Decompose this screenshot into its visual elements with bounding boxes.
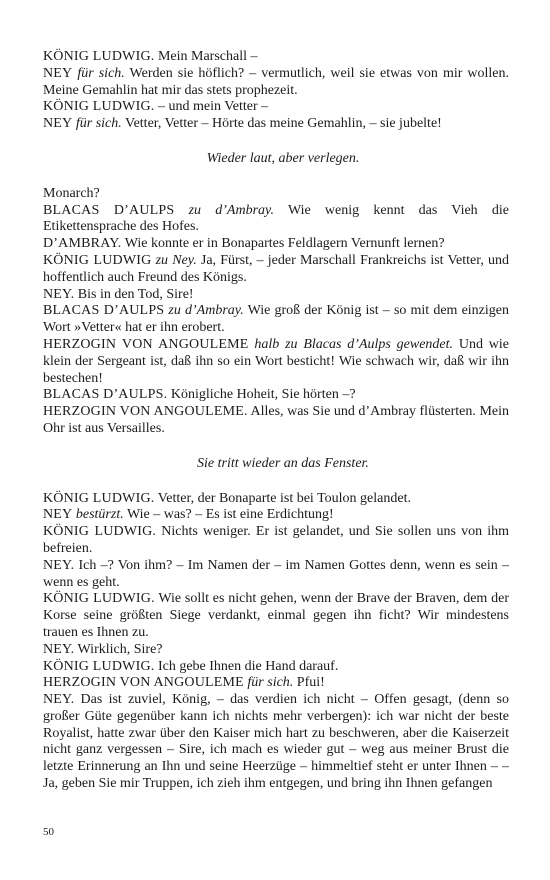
speaker-name: BLACAS D’AULPS bbox=[43, 303, 165, 319]
speaker-name: HERZOGIN VON ANGOULEME bbox=[43, 336, 249, 352]
speaker-name: NEY. bbox=[43, 286, 75, 302]
dialogue-text: Ich gebe Ihnen die Hand darauf. bbox=[154, 658, 339, 674]
dialogue-line bbox=[43, 203, 509, 237]
dialogue-text: Wie sollt es nicht gehen, wenn der Brave der Braven, dem der Korse seine größten Siege verdankt, einmal gegen ihn ficht? Wir mindestens trauen es Ihnen zu. bbox=[43, 591, 509, 640]
dialogue-text: Königliche Hoheit, Sie hörten –? bbox=[167, 387, 356, 403]
speaker-name: KÖNIG LUDWIG. bbox=[43, 591, 155, 607]
dialogue-line bbox=[43, 387, 509, 404]
stage-note: zu d’Ambray. bbox=[174, 202, 274, 218]
dialogue-text: Ja, Fürst, – jeder Marschall Frankreichs ist Vetter, und hoffentlich auch Freund des Königs. bbox=[43, 252, 509, 285]
dialogue-line bbox=[43, 337, 509, 387]
stage-note: für sich. bbox=[243, 675, 294, 691]
speaker-name: HERZOGIN VON ANGOULEME. bbox=[43, 404, 248, 420]
dialogue-line bbox=[43, 659, 509, 676]
speaker-name: NEY bbox=[43, 116, 73, 132]
dialogue-text: Vetter, Vetter – Hörte das meine Gemahlin, – sie jubelte! bbox=[121, 116, 442, 132]
dialogue-text: Wie groß der König ist – so mit dem einzigen Wort »Vetter« hat er ihn erobert. bbox=[43, 303, 509, 336]
dialogue-line bbox=[43, 186, 509, 203]
speaker-name: KÖNIG LUDWIG bbox=[43, 252, 152, 268]
dialogue-text: Mein Marschall – bbox=[154, 49, 258, 64]
dialogue-text: Bis in den Tod, Sire! bbox=[74, 286, 194, 302]
speaker-name: NEY. bbox=[43, 557, 75, 573]
page-body bbox=[43, 49, 509, 793]
page-number: 50 bbox=[43, 826, 54, 838]
speaker-name: BLACAS D’AULPS. bbox=[43, 387, 168, 403]
dialogue-line bbox=[43, 236, 509, 253]
speaker-name: HERZOGIN VON ANGOULEME bbox=[43, 675, 244, 691]
speaker-name: NEY bbox=[43, 507, 73, 523]
dialogue-text: Werden sie höflich? – vermutlich, weil sie etwas von mir wollen. Meine Gemahlin hat mir das stets prophezeit. bbox=[43, 65, 510, 98]
speaker-name: KÖNIG LUDWIG. bbox=[43, 524, 157, 540]
stage-note: zu Ney. bbox=[151, 252, 197, 268]
dialogue-line bbox=[43, 253, 509, 287]
dialogue-line bbox=[43, 558, 509, 592]
speaker-name: BLACAS D’AULPS bbox=[43, 202, 175, 218]
dialogue-text: – und mein Vetter – bbox=[154, 99, 269, 115]
speaker-name: KÖNIG LUDWIG. bbox=[43, 99, 155, 115]
speaker-name: NEY. bbox=[43, 641, 75, 657]
stage-note: für sich. bbox=[72, 116, 122, 132]
dialogue-text: Vetter, der Bonaparte ist bei Toulon gelandet. bbox=[154, 490, 411, 506]
dialogue-line bbox=[43, 507, 509, 524]
dialogue-text: Alles, was Sie und d’Ambray flüsterten. Mein Ohr ist aus Versailles. bbox=[43, 404, 509, 436]
dialogue-text: Wirklich, Sire? bbox=[74, 641, 163, 657]
dialogue-line bbox=[43, 99, 509, 116]
dialogue-text: Monarch? bbox=[43, 185, 100, 201]
dialogue-text: Wie – was? – Es ist eine Erdichtung! bbox=[123, 507, 334, 523]
dialogue-text: Und wie klein der Sergeant ist, daß ihn so ein Wort besticht! Wie schwach wir, daß wir ihn bestechen! bbox=[43, 336, 509, 386]
dialogue-line bbox=[43, 591, 509, 641]
stage-direction: Sie tritt wieder an das Fenster. bbox=[197, 455, 369, 471]
speaker-name: NEY. bbox=[43, 692, 75, 708]
dialogue-text: Ich –? Von ihm? – Im Namen der – im Namen Gottes denn, wenn es sein – wenn es geht. bbox=[43, 557, 509, 590]
stage-note: zu d’Ambray. bbox=[164, 303, 244, 319]
dialogue-line bbox=[43, 642, 509, 659]
dialogue-line bbox=[43, 49, 509, 66]
stage-note: halb zu Blacas d’Aulps gewendet. bbox=[248, 336, 454, 352]
dialogue-text: Nichts weniger. Er ist gelandet, und Sie sollen uns von ihm befreien. bbox=[43, 524, 509, 556]
speaker-name: KÖNIG LUDWIG. bbox=[43, 658, 155, 674]
speaker-name: KÖNIG LUDWIG. bbox=[43, 49, 155, 64]
speaker-name: D’AMBRAY. bbox=[43, 236, 122, 252]
dialogue-line bbox=[43, 524, 509, 558]
dialogue-line bbox=[43, 66, 509, 100]
dialogue-line bbox=[43, 404, 509, 438]
speaker-name: NEY bbox=[43, 65, 73, 81]
dialogue-line bbox=[43, 692, 509, 793]
dialogue-text: Pfui! bbox=[293, 675, 325, 691]
dialogue-line bbox=[43, 287, 509, 304]
stage-note: für sich. bbox=[72, 65, 125, 81]
dialogue-text: Wie konnte er in Bonapartes Feldlagern Vernunft lernen? bbox=[121, 236, 445, 252]
dialogue-text: Das ist zuviel, König, – das verdien ich nicht – Offen gesagt, (denn so großer Güte gegenüber kann ich nichts mehr verbergen): ich war nicht der beste Royalist, hatte zwar über den Kaiser mich hart zu beschweren, aber die Kaiserzeit nicht ganz vergessen – Sire, ich mach es wieder gut – weg aus meiner Brust die letzte Erinnerung an Ihn und seine Heerzüge – himmeltief steht er unter Ihnen – – Ja, geben Sie mir Truppen, ich zieh ihm entgegen, und bring ihn Ihnen gefangen bbox=[43, 692, 509, 792]
dialogue-line bbox=[43, 491, 509, 508]
dialogue-line bbox=[43, 116, 509, 133]
stage-note: bestürzt. bbox=[72, 507, 124, 523]
stage-direction: Wieder laut, aber verlegen. bbox=[206, 150, 360, 166]
dialogue-line bbox=[43, 675, 509, 692]
speaker-name: KÖNIG LUDWIG. bbox=[43, 490, 155, 506]
dialogue-text: Wie wenig kennt das Vieh die Etikettensprache des Hofes. bbox=[43, 202, 509, 235]
dialogue-line bbox=[43, 303, 509, 337]
